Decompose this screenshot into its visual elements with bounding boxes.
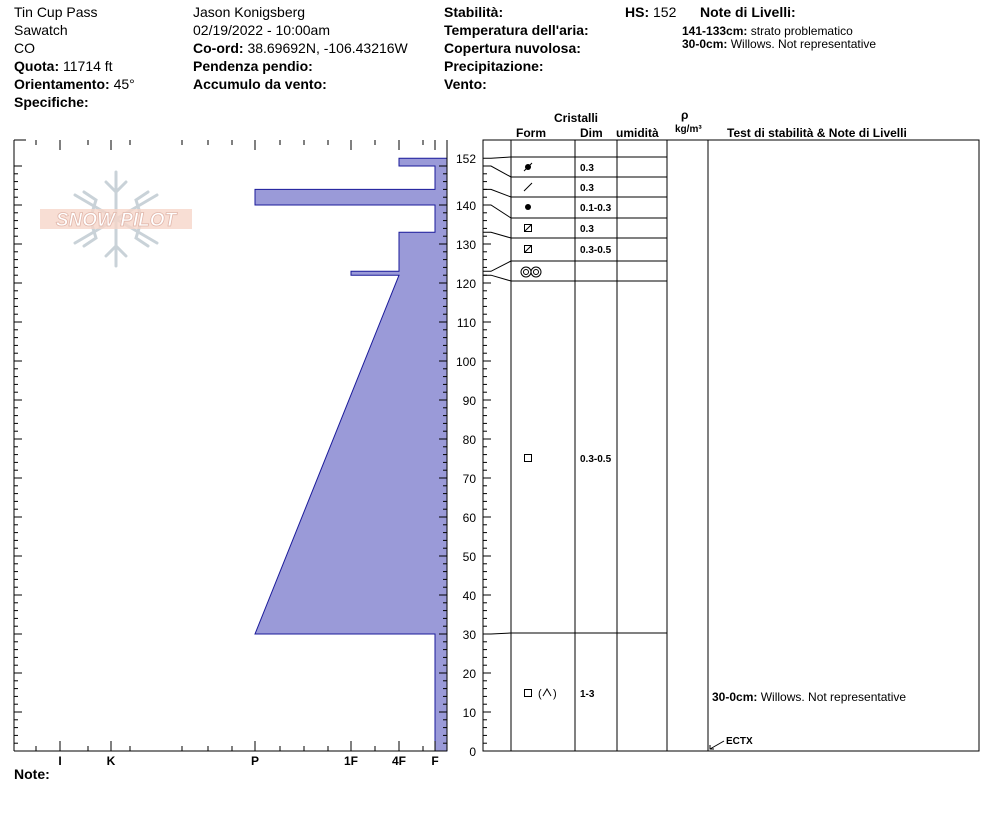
height-tick-label: 152 [455, 152, 476, 167]
test-marker-arrow [710, 741, 724, 749]
specifics-label: Specifiche: [14, 94, 89, 110]
faceted-rounded-icon [525, 225, 532, 232]
height-tick-label: 140 [455, 199, 476, 213]
crystals-header: Cristalli [554, 111, 599, 125]
depth-hoar-icon [543, 689, 551, 696]
density-symbol: ρ [681, 108, 689, 122]
tests-notes-header: Test di stabilità & Note di Livelli [727, 126, 907, 140]
crystal-size-label: 1-3 [580, 689, 595, 700]
height-tick-label: 10 [462, 706, 476, 720]
crystal-table [483, 140, 979, 751]
hardness-tick-label: 4F [391, 754, 407, 768]
height-tick-label: 120 [455, 277, 476, 291]
depth-hoar-icon: ( [538, 688, 542, 700]
coord-value: 38.69692N, -106.43216W [247, 40, 408, 56]
crystal-size-label: 0.3-0.5 [580, 245, 612, 256]
melt-freeze-crust-icon [531, 267, 541, 277]
layer-notes-label: Note di Livelli: [700, 4, 796, 20]
crystal-form-symbol [525, 204, 531, 210]
layer-note-text: strato problematico [750, 24, 853, 38]
mountain-range: Sawatch [14, 22, 68, 38]
snowpilot-logo [40, 172, 192, 266]
height-tick-label: 110 [456, 316, 476, 330]
layer-note-range: 30-0cm: [682, 37, 728, 51]
slope-label: Pendenza pendio: [193, 58, 313, 74]
coord-label: Co-ord: [193, 40, 244, 56]
crystal-table-frame [483, 140, 979, 751]
hs-value: 152 [653, 4, 677, 20]
depth-hoar-icon: ) [553, 688, 557, 700]
height-tick-label: 70 [462, 472, 476, 486]
height-tick-label: 60 [462, 511, 476, 525]
logo-text: SNOW PILOT [55, 210, 177, 231]
aspect-label: Orientamento: [14, 76, 110, 92]
layer-note-text: Willows. Not representative [730, 37, 877, 51]
stability-note [712, 690, 906, 704]
faceted-rounded-icon [525, 246, 532, 253]
melt-freeze-crust-icon [534, 270, 539, 275]
height-tick-label: 90 [462, 394, 476, 408]
size-header: Dim [580, 126, 603, 140]
observation-datetime: 02/19/2022 - 10:00am [193, 22, 330, 38]
wind-label: Vento: [444, 76, 487, 92]
faceted-crystal-icon [525, 690, 532, 697]
hardness-tick-label: P [250, 754, 260, 768]
faceted-crystal-icon [525, 455, 532, 462]
crystal-size-label: 0.3 [580, 163, 594, 174]
height-tick-label: 80 [462, 433, 476, 447]
height-tick-label: 40 [462, 589, 476, 603]
density-unit: kg/m³ [675, 124, 702, 135]
crystal-size-label: 0.3 [580, 224, 594, 235]
note-label: Note: [14, 766, 50, 782]
hardness-tick-label: F [431, 754, 439, 768]
melt-freeze-crust-icon [524, 270, 529, 275]
layer-connector [483, 261, 511, 271]
decomposing-fragment-icon [524, 183, 532, 191]
hardness-tick-label: K [106, 754, 116, 768]
crystal-form-symbol [524, 183, 532, 191]
height-tick-label: 130 [455, 238, 476, 252]
observer-name: Jason Konigsberg [193, 4, 306, 20]
crystal-form-symbol [524, 163, 532, 171]
height-tick-label: 0 [469, 745, 476, 759]
layer-connector [483, 166, 511, 177]
aspect-value: 45° [113, 76, 135, 92]
melt-freeze-crust-icon [521, 267, 531, 277]
crystal-form-symbol [525, 455, 532, 462]
stability-label: Stabilità: [444, 4, 504, 20]
crystal-size-label: 0.1-0.3 [580, 203, 612, 214]
moisture-header: umidità [616, 126, 659, 140]
stability-note-depth: 30-0cm: [712, 690, 761, 704]
test-result-label: ECTX [726, 736, 753, 747]
layer-connector [483, 633, 511, 634]
cloud-cover-label: Copertura nuvolosa: [444, 40, 581, 56]
crystal-form-symbol [521, 267, 541, 277]
air-temp-label: Temperatura dell'aria: [444, 22, 589, 38]
form-header: Form [516, 126, 546, 140]
layer-connector [483, 275, 511, 281]
layer-note-range: 141-133cm: [682, 24, 748, 38]
precipitation-label: Precipitazione: [444, 58, 544, 74]
stability-note-text: Willows. Not representative [760, 690, 907, 704]
wind-loading-label: Accumulo da vento: [193, 76, 327, 92]
hardness-tick-label: I [58, 754, 62, 768]
hs-label: HS: [625, 4, 650, 20]
layer-connector [483, 232, 511, 238]
height-tick-label: 50 [462, 550, 476, 564]
layer-connector [483, 157, 511, 158]
crystal-form-symbol [525, 688, 557, 700]
height-tick-label: 20 [462, 667, 476, 681]
elevation-label: Quota: [14, 58, 60, 74]
rounded-grain-icon [525, 204, 531, 210]
elevation-value: 11714 ft [63, 58, 113, 74]
hardness-profile [0, 0, 447, 751]
layer-connector [483, 205, 511, 218]
crystal-form-symbol [525, 225, 532, 232]
layer-connector [483, 189, 511, 197]
hardness-area [255, 158, 447, 751]
height-tick-label: 30 [462, 628, 476, 642]
crystal-size-label: 0.3-0.5 [580, 454, 612, 465]
location-name: Tin Cup Pass [14, 4, 98, 20]
crystal-form-symbol [525, 246, 532, 253]
height-tick-label: 100 [455, 355, 476, 369]
crystal-size-label: 0.3 [580, 183, 594, 194]
hardness-tick-label: 1F [343, 754, 359, 768]
state: CO [14, 40, 35, 56]
